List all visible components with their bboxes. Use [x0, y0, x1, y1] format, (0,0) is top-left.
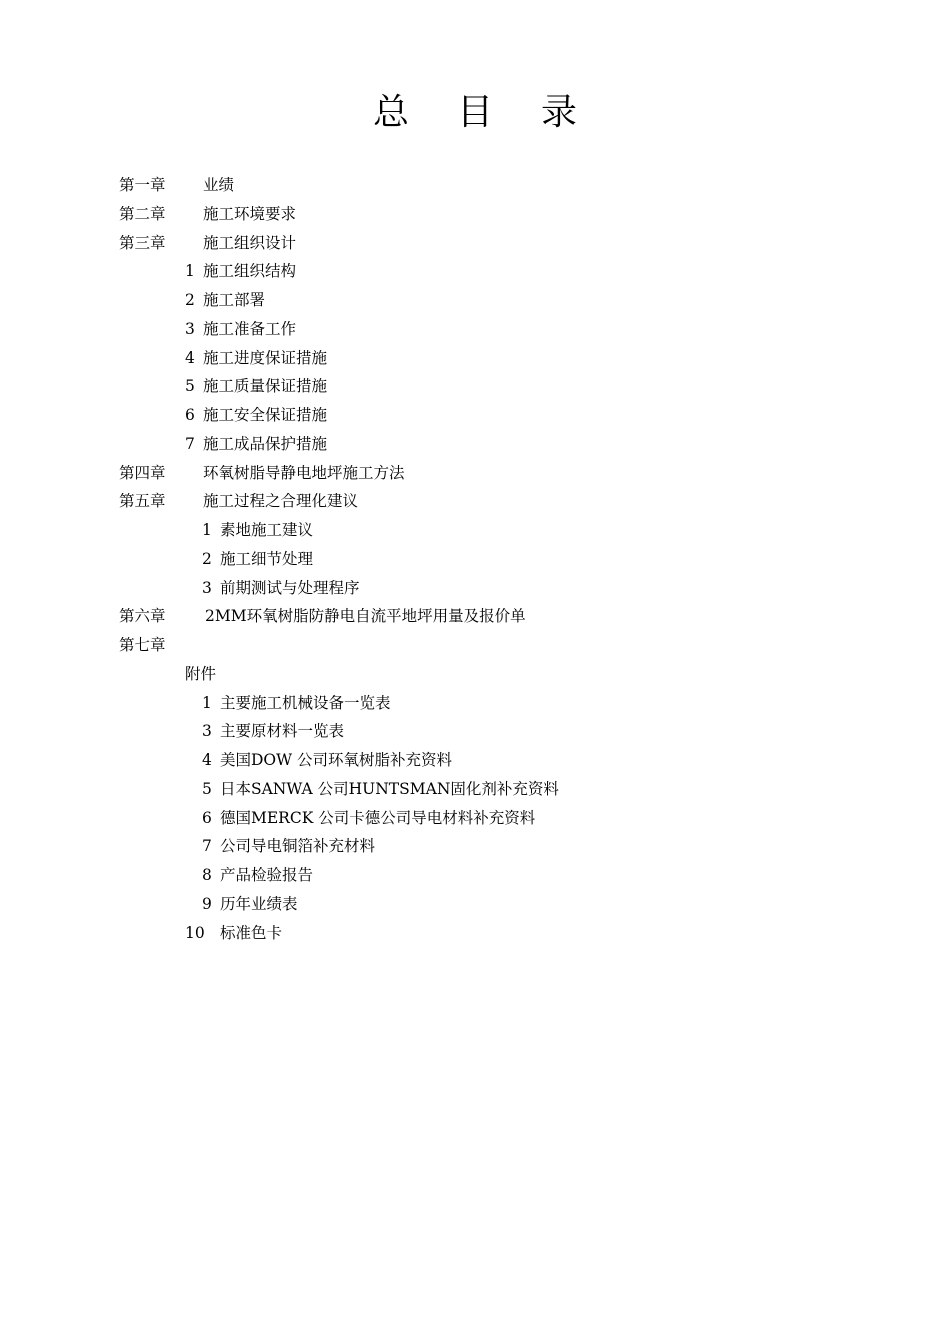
- attachment-title: 美国DOW 公司环氧树脂补充资料: [220, 751, 452, 769]
- chapter-label: 第七章: [119, 636, 166, 654]
- attachment-number: 7: [202, 837, 212, 856]
- toc-chapter-1: [119, 171, 839, 200]
- section-number: 1: [185, 262, 195, 281]
- toc-section: [119, 286, 839, 315]
- section-number: 2: [202, 549, 212, 568]
- section-number: 2: [185, 291, 195, 309]
- chapter-label: 第四章: [119, 463, 166, 482]
- section-number: 6: [185, 406, 195, 424]
- chapter-label: 第三章: [119, 233, 166, 252]
- toc-attachment: [119, 832, 839, 861]
- section-title: 前期测试与处理程序: [220, 578, 360, 597]
- toc-section: [119, 516, 839, 545]
- toc-attachment: [119, 689, 839, 718]
- attachment-number: 4: [202, 751, 212, 769]
- chapter-title: 施工环境要求: [203, 204, 297, 223]
- section-number: 3: [202, 578, 212, 597]
- toc-attachment: [119, 804, 839, 833]
- toc-chapter-3: [119, 229, 839, 258]
- section-number: 7: [185, 434, 195, 453]
- toc-section: [119, 545, 839, 574]
- attachment-number: 5: [202, 779, 212, 798]
- toc-chapter-5: [119, 487, 839, 516]
- section-number: 3: [185, 319, 195, 338]
- attachment-number: 8: [202, 866, 212, 884]
- toc-attachments-heading: [119, 660, 839, 689]
- chapter-label: 第五章: [119, 492, 166, 511]
- chapter-title: 施工过程之合理化建议: [203, 492, 359, 511]
- section-title: 施工部署: [203, 291, 266, 309]
- toc-section: [119, 344, 839, 373]
- section-title: 素地施工建议: [220, 521, 314, 539]
- section-number: 4: [185, 348, 195, 367]
- chapter-title: 施工组织设计: [203, 233, 297, 252]
- attachment-title: 标准色卡: [220, 923, 283, 942]
- page-title: 总目录: [372, 92, 625, 133]
- toc-attachment: [119, 775, 839, 804]
- attachment-title: 日本SANWA 公司HUNTSMAN固化剂补充资料: [220, 779, 559, 798]
- toc-section: [119, 401, 839, 430]
- attachment-title: 主要施工机械设备一览表: [220, 693, 391, 712]
- attachment-title: 主要原材料一览表: [220, 722, 345, 741]
- toc-chapter-2: [119, 200, 839, 229]
- toc-section: [119, 372, 839, 401]
- chapter-title: 2MM环氧树脂防静电自流平地坪用量及报价单: [205, 607, 526, 626]
- toc-section: [119, 430, 839, 459]
- table-of-contents: [119, 171, 839, 947]
- section-title: 施工质量保证措施: [203, 377, 328, 396]
- attachment-title: 产品检验报告: [220, 866, 314, 884]
- attachment-title: 德国MERCK 公司卡德公司导电材料补充资料: [220, 808, 536, 827]
- attachment-number: 1: [202, 693, 212, 712]
- section-title: 施工进度保证措施: [203, 348, 328, 367]
- toc-chapter-7: [119, 631, 839, 660]
- toc-attachment: [119, 861, 839, 890]
- chapter-title: 环氧树脂导静电地坪施工方法: [203, 463, 405, 482]
- section-title: 施工组织结构: [203, 262, 297, 281]
- attachment-number: 10: [185, 923, 205, 942]
- toc-attachment: [119, 919, 839, 948]
- attachment-number: 6: [202, 808, 212, 827]
- toc-attachment: [119, 890, 839, 919]
- toc-attachment: [119, 746, 839, 775]
- chapter-title: 业绩: [203, 176, 235, 194]
- toc-section: [119, 257, 839, 286]
- section-number: 5: [185, 377, 195, 396]
- attachment-title: 历年业绩表: [220, 894, 298, 913]
- section-title: 施工准备工作: [203, 319, 297, 338]
- toc-chapter-6: [119, 602, 839, 631]
- section-number: 1: [202, 521, 212, 539]
- attachment-number: 3: [202, 722, 212, 741]
- chapter-label: 第一章: [119, 176, 166, 194]
- toc-chapter-4: [119, 459, 839, 488]
- attachment-title: 公司导电铜箔补充材料: [220, 837, 376, 856]
- toc-section: [119, 574, 839, 603]
- toc-section: [119, 315, 839, 344]
- attachment-number: 9: [202, 894, 212, 913]
- toc-attachment: [119, 717, 839, 746]
- section-title: 施工安全保证措施: [203, 406, 328, 424]
- chapter-label: 第二章: [119, 204, 166, 223]
- section-title: 施工成品保护措施: [203, 434, 328, 453]
- attachments-heading: 附件: [185, 664, 217, 683]
- section-title: 施工细节处理: [220, 549, 314, 568]
- chapter-label: 第六章: [119, 607, 166, 626]
